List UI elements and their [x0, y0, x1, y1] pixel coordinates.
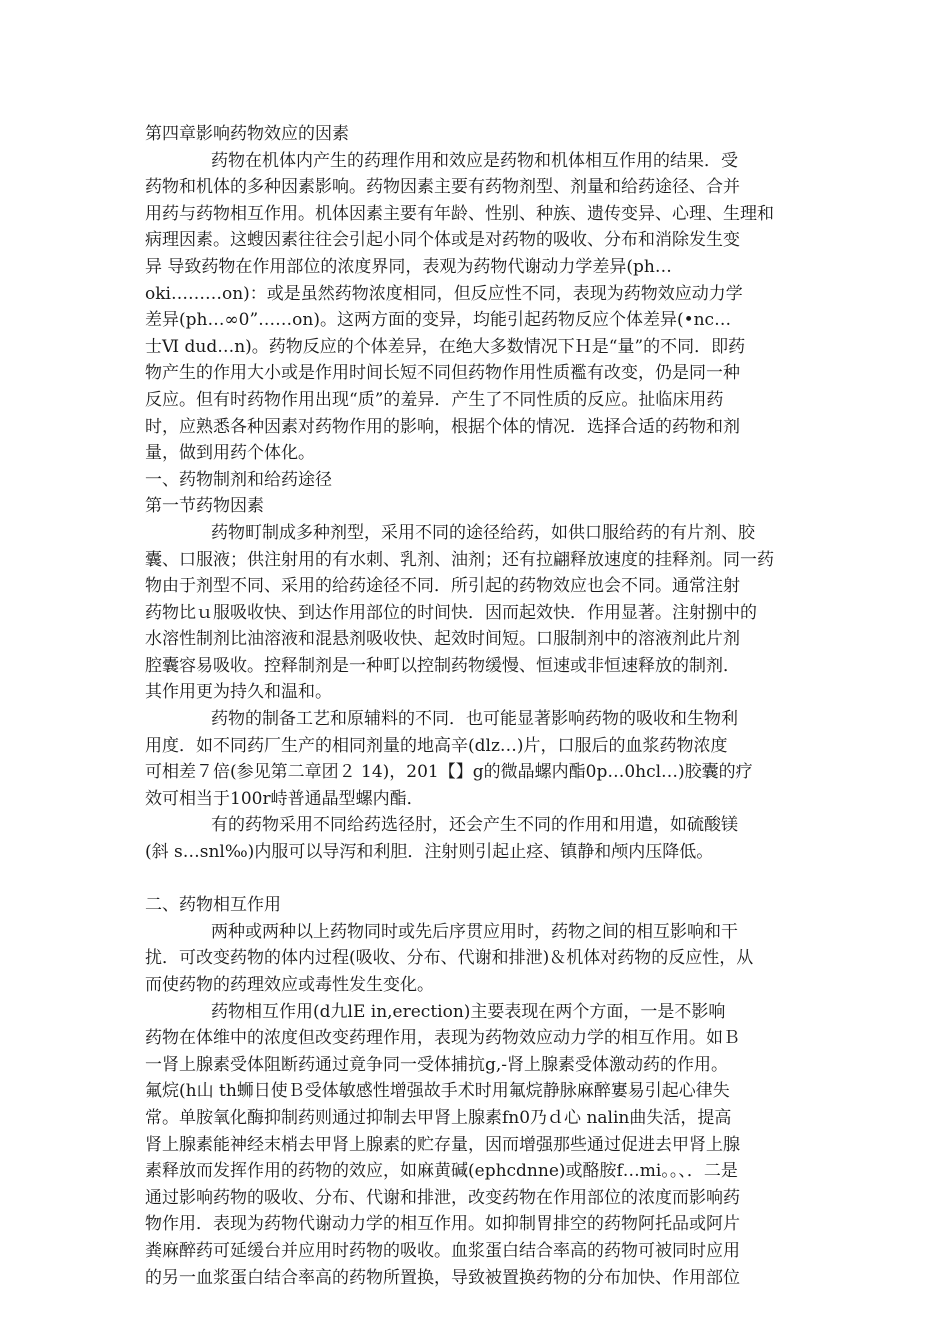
text-line: 药物在机体内产生的药理作用和效应是药物和机体相互作用的结果．受: [211, 150, 738, 171]
paragraph-interaction-aspects: [145, 999, 809, 1292]
text-line: 而使药物的药理效应或毒性发生变化。: [145, 975, 434, 995]
text-line: 有的药物采用不同给药选径肘，还会产生不同的作用和用遣，如硫酸镁: [211, 815, 738, 836]
document-page: [145, 121, 809, 1291]
paragraph-route: [145, 812, 809, 865]
text-line: 反应。但有时药物作用出现“质”的羞异．产生了不同性质的反应。扯临床用药: [145, 389, 724, 410]
text-line: 素释放而发挥作用的药物的效应，如麻黄碱(ephcdnne)或酪胺f…mi。。、．二是: [145, 1161, 738, 1182]
text-line: 其作用更为持久和温和。: [145, 682, 332, 703]
paragraph-interaction: [145, 919, 809, 999]
text-line: 氟烷(h山 th蛳日使Ｂ受体敏感性增强故手术时用氟烷静脉麻醉寠易引起心律失: [145, 1081, 730, 1102]
text-line: 肾上腺素能神经末梢去甲肾上腺素的贮存量，因而增强那些通过促进去甲肾上腺: [145, 1134, 740, 1155]
paragraph-dosage-forms: [145, 520, 809, 706]
text-line: 物由于剂型不同、采用的给药途径不同．所引起的药物效应也会不同。通常注射: [145, 576, 740, 597]
text-line: 效可相当于100r峙普通晶型螺内酯．: [145, 788, 424, 809]
text-line: 用药与药物相互作用。机体因素主要有年龄、性别、种族、遗传变异、心理、生理和: [145, 203, 774, 224]
section-subheading: 第一节药物因素: [145, 496, 264, 517]
text-line: 差异(ph…∞0”……on)。这两方面的变异，均能引起药物反应个体差异(•nc…: [145, 310, 732, 331]
blank-line: [145, 866, 809, 893]
text-line: 常。单胺氧化酶抑制药则通过抑制去甲肾上腺素fn0乃ｄ心 nalin曲失活，提高: [145, 1107, 732, 1128]
text-line: 药物比ｕ服吸收快、到达作用部位的时间快．因而起效快．作用显著。注射捌中的: [145, 602, 757, 623]
section-heading: 二、药物相互作用: [145, 895, 281, 916]
text-line: 物产生的作用大小或是作用时间长短不同但药物作用性质襤有改变，仍是同一种: [145, 363, 740, 384]
paragraph-manufacturing: [145, 706, 809, 812]
text-line: 药物町制成多种剂型，采用不同的途径给药，如供口服给药的有片剂、胶: [211, 522, 755, 543]
text-line: 用度．如不同药厂生产的相同剂量的地高辛(dlz…)片，口服后的血浆药物浓度: [145, 735, 728, 756]
text-line: 腔囊容易吸收。控释制剂是一种町以控制药物缓慢、恒速或非恒速释放的制剂．: [145, 655, 740, 676]
text-line: 量，做到用药个体化。: [145, 443, 315, 464]
text-line: 士Ⅵ dud…n)。药物反应的个体差异，在绝大多数情况下Ｈ是“量”的不同．即药: [145, 336, 746, 357]
text-line: oki………on)：或是虽然药物浓度相同，但反应性不同，表现为药物效应动力学: [145, 283, 743, 304]
text-line: 病理因素。这螋因素往往会引起小同个体或是对药物的吸收、分布和消除发生变: [145, 230, 740, 251]
text-line: 物作用．表现为药物代谢动力学的相互作用。如抑制胃排空的药物阿托品或阿片: [145, 1214, 740, 1235]
chapter-title: 第四章影响药物效应的因素: [145, 124, 349, 144]
paragraph-intro: [145, 148, 809, 467]
text-line: 可相差７倍(参见第二章团２ 14)，201【】g的微晶螺内酯0p…0hcl…)胶囊的疗: [145, 762, 753, 783]
text-line: 药物和机体的多种因素影响。药物因素主要有药物剂型、剂量和给药途径、合并: [145, 177, 740, 198]
section-heading: 一、药物制剂和给药途径: [145, 469, 332, 490]
text-line: 囊、口服液；供注射用的有水刺、乳剂、油剂；还有拉翩释放速度的挂释剂。同一药: [145, 549, 774, 570]
text-line: 两种或两种以上药物同时或先后序贯应用时，药物之间的相互影响和干: [211, 921, 738, 942]
text-line: 的另一血浆蛋白结合率高的药物所置换，导致被置换药物的分布加快、作用部位: [145, 1267, 740, 1288]
text-line: 药物相互作用(d九lE in,erection)主要表现在两个方面，一是不影响: [211, 1001, 726, 1022]
text-line: (斜 s…snl‰)内服可以导泻和利胆．注射则引起止痉、镇静和颅内压降低。: [145, 842, 714, 863]
text-line: 一肾上腺素受体阻断药通过竟争同一受体捕抗g,-肾上腺素受体激动药的作用。: [145, 1054, 729, 1075]
text-line: 时，应熟悉各种因素对药物作用的影响，根据个体的情况．选择合适的药物和剂: [145, 416, 740, 437]
text-line: 水溶性制剂比油溶液和混悬剂吸收快、起效时间短。口服制剂中的溶液剂此片剂: [145, 629, 740, 650]
text-line: 异 导致药物在作用部位的浓度界同，表观为药物代谢动力学差异(ph…: [145, 256, 672, 277]
text-line: 扰．可改变药物的体内过程(吸收、分布、代谢和排泄)＆机体对药物的反应性，从: [145, 948, 754, 969]
text-line: 通过影响药物的吸收、分布、代谢和排泄，改变药物在作用部位的浓度而影响药: [145, 1187, 740, 1208]
text-line: 粪麻醉药可延缓台并应用时药物的吸收。血浆蛋白结合率高的药物可被同时应用: [145, 1240, 740, 1261]
text-line: 药物在体维中的浓度但改变药理作用，表现为药物效应动力学的相互作用。如Ｂ: [145, 1028, 740, 1049]
text-line: 药物的制备工艺和原辅料的不同．也可能显著影响药物的吸收和生物利: [211, 709, 738, 730]
